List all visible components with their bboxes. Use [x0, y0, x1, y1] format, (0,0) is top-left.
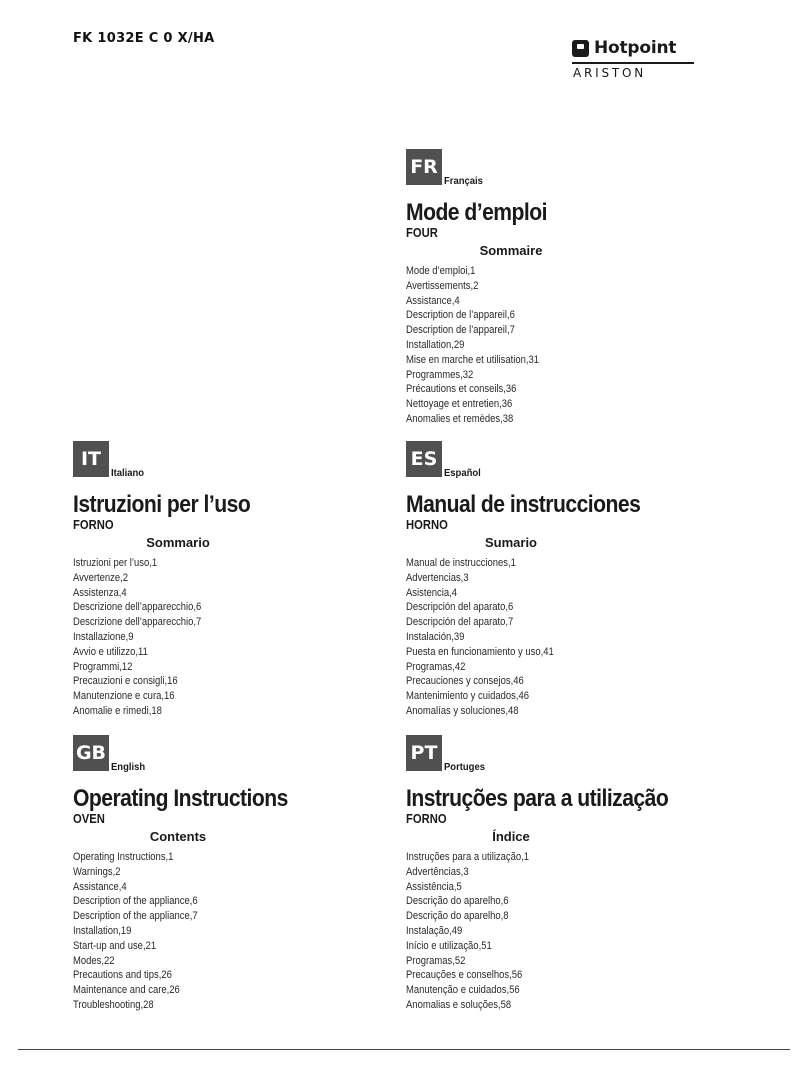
toc-item: Descrição do aparelho,8 — [406, 910, 509, 923]
toc-item: Anomalías y soluciones,48 — [406, 704, 519, 717]
toc-item: Mode d’emploi,1 — [406, 265, 476, 277]
toc-item: Advertências,3 — [406, 865, 469, 878]
section-title: Operating Instructions — [73, 785, 288, 812]
toc-item: Précautions et conseils,36 — [406, 383, 517, 396]
toc-list — [73, 850, 357, 1013]
toc-item: Troubleshooting,28 — [73, 998, 154, 1011]
toc-item: Assistance,4 — [73, 880, 127, 893]
toc-item: Assistência,5 — [406, 880, 462, 893]
toc-item: Anomalie e rimedi,18 — [73, 704, 162, 717]
section-subtitle: FOUR — [406, 226, 438, 240]
toc-item: Descripción del aparato,6 — [406, 601, 514, 614]
toc-title: Sumario — [484, 535, 537, 550]
toc-item: Precauciones y consejos,46 — [406, 675, 524, 688]
toc-title: Índice — [492, 829, 530, 844]
section-subtitle: FORNO — [406, 812, 447, 826]
toc-title: Sommaire — [479, 243, 543, 258]
section-subtitle: FORNO — [73, 518, 114, 532]
toc-item: Anomalias e soluções,58 — [406, 998, 512, 1011]
toc-item: Início e utilização,51 — [406, 939, 492, 952]
toc-item: Mise en marche et utilisation,31 — [406, 353, 540, 366]
toc-item: Installazione,9 — [73, 630, 134, 643]
toc-item: Descrição do aparelho,6 — [406, 895, 509, 908]
section-gb — [73, 735, 403, 1013]
toc-item: Anomalies et remèdes,38 — [406, 412, 514, 425]
section-fr — [406, 149, 736, 427]
toc-item: Advertencias,3 — [406, 571, 469, 584]
toc-item: Asistencia,4 — [406, 586, 458, 599]
section-pt — [406, 735, 736, 1013]
toc-item: Descrizione dell’apparecchio,7 — [73, 616, 202, 629]
toc-item: Avvio e utilizzo,11 — [73, 645, 148, 658]
toc-title: Sommario — [146, 535, 210, 550]
toc-item: Precautions and tips,26 — [73, 969, 172, 982]
language-badge: ES — [406, 441, 442, 477]
toc-item: Manual de instrucciones,1 — [406, 557, 516, 569]
language-badge: FR — [406, 149, 442, 185]
toc-item: Description of the appliance,6 — [73, 895, 198, 908]
section-title: Mode d’emploi — [406, 199, 547, 226]
toc-item: Installation,29 — [406, 338, 465, 351]
toc-list — [73, 556, 357, 719]
toc-item: Maintenance and care,26 — [73, 984, 180, 997]
section-title: Istruzioni per l’uso — [73, 491, 251, 518]
section-subtitle: OVEN — [73, 812, 105, 826]
toc-title: Contents — [149, 829, 207, 844]
toc-item: Avertissements,2 — [406, 279, 479, 292]
section-es — [406, 441, 736, 719]
language-name: Italiano — [111, 467, 145, 479]
language-name: Español — [444, 467, 481, 479]
footer-divider — [18, 1049, 790, 1050]
model-number: FK 1032E C 0 X/HA — [73, 31, 215, 46]
toc-item: Descrizione dell’apparecchio,6 — [73, 601, 202, 614]
section-title: Manual de instrucciones — [406, 491, 641, 518]
toc-item: Mantenimiento y cuidados,46 — [406, 690, 530, 703]
toc-item: Assistance,4 — [406, 294, 460, 307]
toc-item: Description de l’appareil,7 — [406, 324, 515, 337]
brand-logo — [572, 37, 694, 80]
toc-item: Manutenzione e cura,16 — [73, 690, 175, 703]
toc-item: Nettoyage et entretien,36 — [406, 398, 513, 411]
toc-item: Start-up and use,21 — [73, 939, 157, 952]
toc-item: Operating Instructions,1 — [73, 851, 174, 863]
toc-item: Programmi,12 — [73, 660, 133, 673]
section-title: Instruções para a utilização — [406, 785, 669, 812]
section-it — [73, 441, 403, 719]
brand-divider — [572, 62, 694, 64]
language-name: Français — [444, 175, 483, 187]
toc-item: Avvertenze,2 — [73, 571, 129, 584]
brand-name: Hotpoint — [594, 38, 677, 58]
toc-item: Instruções para a utilização,1 — [406, 851, 530, 863]
toc-item: Instalación,39 — [406, 630, 465, 643]
toc-item: Puesta en funcionamiento y uso,41 — [406, 645, 554, 658]
toc-list — [406, 850, 690, 1013]
toc-item: Descripción del aparato,7 — [406, 616, 514, 629]
language-badge: IT — [73, 441, 109, 477]
brand-sub: ARISTON — [573, 66, 647, 80]
toc-item: Programas,52 — [406, 954, 466, 967]
language-badge: PT — [406, 735, 442, 771]
toc-item: Warnings,2 — [73, 865, 121, 878]
toc-item: Modes,22 — [73, 954, 115, 967]
toc-item: Installation,19 — [73, 924, 132, 937]
toc-item: Programas,42 — [406, 660, 466, 673]
toc-item: Programmes,32 — [406, 368, 474, 381]
language-name: English — [111, 761, 146, 773]
toc-item: Instalação,49 — [406, 924, 463, 937]
toc-item: Manutenção e cuidados,56 — [406, 984, 520, 997]
language-name: Portuges — [444, 761, 485, 773]
toc-item: Description de l’appareil,6 — [406, 309, 515, 322]
toc-item: Assistenza,4 — [73, 586, 127, 599]
language-badge: GB — [73, 735, 109, 771]
toc-list — [406, 264, 690, 427]
section-subtitle: HORNO — [406, 518, 448, 532]
toc-item: Description of the appliance,7 — [73, 910, 198, 923]
toc-item: Precauzioni e consigli,16 — [73, 675, 178, 688]
hotpoint-logo-icon — [572, 40, 589, 57]
toc-item: Istruzioni per l’uso,1 — [73, 557, 158, 569]
toc-item: Precauções e conselhos,56 — [406, 969, 523, 982]
toc-list — [406, 556, 690, 719]
